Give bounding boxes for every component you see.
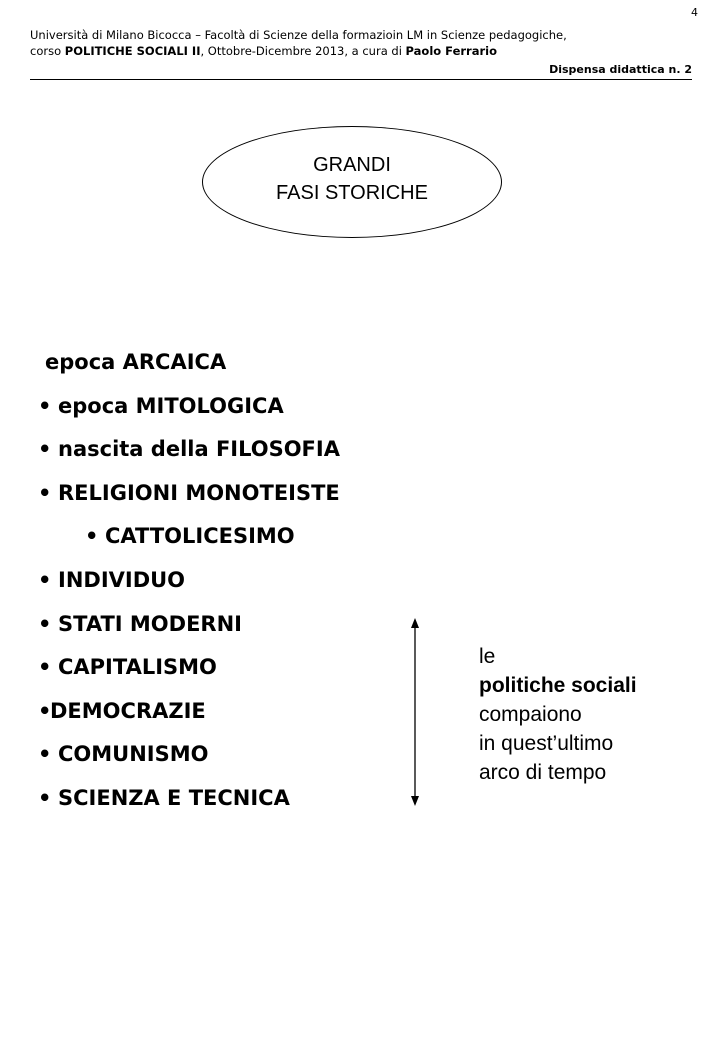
phase-label: nascita della FILOSOFIA: [58, 437, 340, 462]
phase-item-mitologica: [38, 385, 340, 429]
bullet-icon: •: [85, 524, 99, 549]
phase-label: COMUNISMO: [58, 742, 209, 767]
bullet-icon: •: [38, 785, 52, 810]
phase-label: CATTOLICESIMO: [105, 524, 295, 549]
bullet-icon: •: [38, 480, 52, 505]
phase-item-individuo: [38, 559, 340, 603]
header-subtitle: Dispensa didattica n. 2: [30, 62, 692, 80]
note-emphasis: politiche sociali: [479, 674, 637, 697]
phase-item-comunismo: [38, 733, 340, 777]
bullet-icon: •: [38, 437, 52, 462]
phase-item-stati-moderni: [38, 603, 340, 647]
note-line-4: arco di tempo: [479, 761, 607, 784]
header-course-middle: , Ottobre-Dicembre 2013, a cura di: [200, 44, 406, 58]
phase-item-arcaica: [38, 341, 340, 385]
note-line-2: compaiono: [479, 703, 582, 726]
document-header: [30, 27, 692, 80]
phase-item-scienza: [38, 777, 340, 821]
title-ellipse: [202, 126, 502, 238]
bullet-icon: •: [38, 567, 52, 592]
note-prefix: le: [479, 645, 496, 668]
phase-item-capitalismo: [38, 646, 340, 690]
phase-label: SCIENZA E TECNICA: [58, 785, 290, 810]
phase-label: RELIGIONI MONOTEISTE: [58, 480, 340, 505]
phases-list: [38, 341, 340, 821]
header-line-2: [30, 43, 692, 59]
bullet-icon: •: [38, 655, 52, 680]
phase-item-filosofia: [38, 428, 340, 472]
phase-label: CAPITALISMO: [58, 655, 217, 680]
title-line-1: GRANDI: [313, 154, 391, 176]
title-line-2: FASI STORICHE: [276, 182, 428, 204]
note-line-3: in quest’ultimo: [479, 732, 614, 755]
double-arrow-icon: [405, 618, 425, 806]
phase-label: STATI MODERNI: [58, 611, 242, 636]
page-number: 4: [691, 6, 698, 19]
phase-item-religioni: [38, 472, 340, 516]
bullet-icon: •: [38, 742, 52, 767]
phase-item-cattolicesimo: [38, 515, 340, 559]
bullet-icon: •: [38, 611, 52, 636]
note-line-1: [479, 642, 637, 700]
header-line-1: Università di Milano Bicocca – Facoltà di Scienze della formazioin LM in Scienze pedagogiche,: [30, 28, 567, 42]
header-author: Paolo Ferrario: [405, 44, 497, 58]
phase-item-democrazie: [38, 690, 340, 734]
header-course-name: POLITICHE SOCIALI II: [64, 44, 201, 58]
note-text: [479, 642, 637, 787]
phase-label: epoca MITOLOGICA: [58, 393, 284, 418]
phase-label: INDIVIDUO: [58, 567, 186, 592]
header-course-prefix: corso: [30, 44, 65, 58]
bullet-icon: •: [38, 698, 52, 723]
phase-label: DEMOCRAZIE: [50, 698, 206, 723]
bullet-icon: •: [38, 393, 52, 418]
phase-label: epoca ARCAICA: [45, 350, 227, 374]
